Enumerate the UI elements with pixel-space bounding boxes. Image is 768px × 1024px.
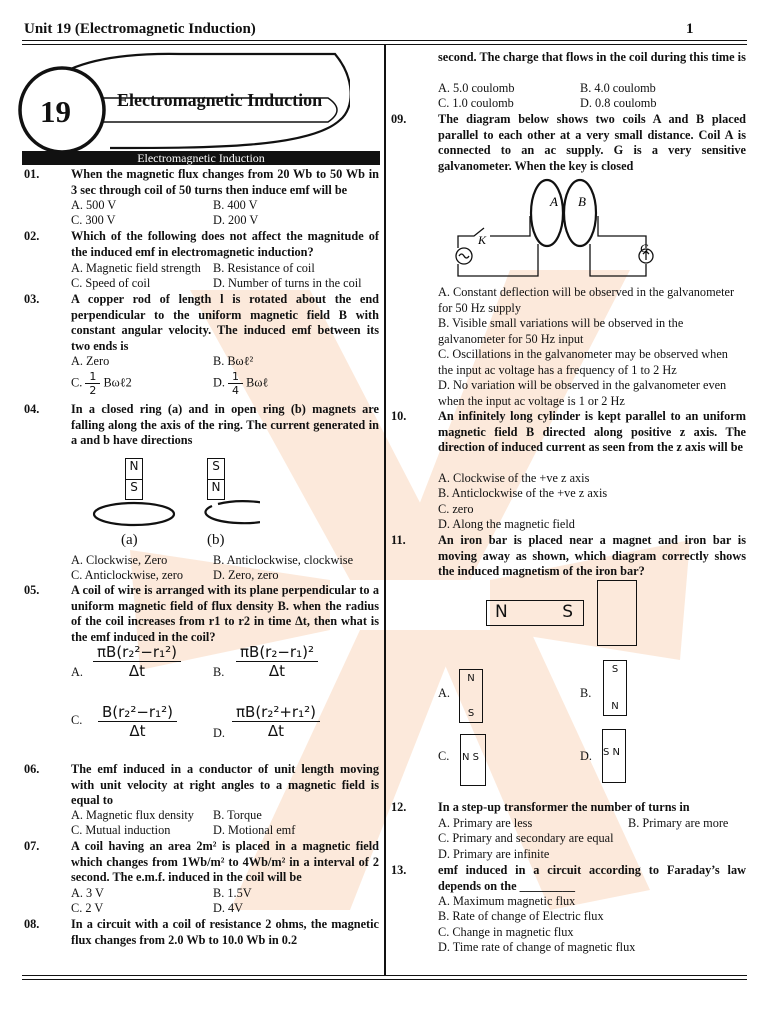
coil-b (564, 180, 596, 246)
q03-d-numerator: 1 (228, 370, 243, 384)
q03-number: 03. (24, 292, 40, 306)
q04-rings-diagram (90, 498, 260, 530)
q11-option-b-bar[interactable] (603, 660, 627, 716)
unit-title: Electromagnetic Induction (117, 90, 323, 110)
q06-option-c: C. Mutual induction (71, 823, 171, 837)
q09-option-b: B. Visible small variations will be observed in the galvanometer for 50 Hz input (438, 316, 684, 346)
q07-number: 07. (24, 839, 40, 853)
q03-d-denominator: 4 (232, 384, 240, 397)
page-header-title: Unit 19 (Electromagnetic Induction) (24, 21, 256, 37)
q05-text: A coil of wire is arranged with its plane perpendicular to a uniform magnetic field of flux density B. when the radius of the coil increases from r1 to r2 in time Δt, then what is the emf induced in the coil? (71, 583, 379, 644)
q09-option-a: A. Constant deflection will be observed in the galvanometer for 50 Hz supply (438, 285, 735, 315)
section-band: Electromagnetic Induction (22, 151, 380, 165)
q07-option-d: D. 4V (213, 901, 244, 915)
q04-option-b: B. Anticlockwise, clockwise (213, 553, 354, 567)
q03-option-c (71, 370, 132, 397)
q12-option-b: B. Primary are more (628, 816, 729, 830)
q05-a-numerator: πB(r₂²−r₁²) (93, 643, 181, 662)
q04-magnet-a-south: S (130, 480, 138, 494)
galvanometer-label: G (640, 241, 649, 255)
q08-option-c: C. 1.0 coulomb (438, 96, 514, 110)
q05-number: 05. (24, 583, 40, 597)
q05-option-b (236, 643, 318, 680)
q08-option-d: D. 0.8 coulomb (580, 96, 657, 110)
q02-option-a: A. Magnetic field strength (71, 261, 201, 275)
q13-option-b: B. Rate of change of Electric flux (438, 909, 604, 923)
q05-a-denominator: Δt (128, 662, 146, 680)
q03-option-d-fraction (228, 370, 243, 397)
q11-text: An iron bar is placed near a magnet and iron bar is moving away as shown, which diagram correctly shows the induced magnetism of the iron bar? (438, 533, 746, 579)
q04-text: In a closed ring (a) and in open ring (b) magnets are falling along the axis of the ring. The current generated in a and b have directions (71, 402, 379, 448)
q09-circuit-diagram (450, 178, 680, 283)
q11-iron-bar (597, 580, 637, 646)
q01-option-d: D. 200 V (213, 213, 259, 227)
q07-option-c: C. 2 V (71, 901, 104, 915)
q12-option-d: D. Primary are infinite (438, 847, 550, 861)
q11-option-d-bar[interactable] (602, 729, 626, 783)
q10-option-c: C. zero (438, 502, 474, 516)
q02-text: Which of the following does not affect the magnitude of the induced emf in electromagnetic induction? (71, 229, 379, 259)
q11-c-poles: N S (462, 752, 480, 763)
q02-number: 02. (24, 229, 40, 243)
q13-number: 13. (391, 863, 407, 877)
q11-a-bottom-pole: S (467, 708, 475, 719)
q03-c-numerator: 1 (85, 370, 100, 384)
q11-b-top-pole: S (611, 664, 619, 675)
q09-text: The diagram below shows two coils A and B placed parallel to each other at a very small distance. Coil A is connected to an ac supply. G is a very sensitive galvanometer. When the key is closed (438, 112, 746, 173)
q04-magnet-a (125, 458, 143, 500)
q05-option-c-label: C. (71, 713, 83, 727)
q03-option-c-fraction (85, 370, 100, 397)
q12-option-a: A. Primary are less (438, 816, 533, 830)
key-label: K (478, 233, 487, 247)
q05-c-denominator: Δt (129, 722, 146, 740)
q05-b-denominator: Δt (268, 662, 286, 680)
q04-option-d: D. Zero, zero (213, 568, 279, 582)
q03-text: A copper rod of length l is rotated about the end perpendicular to the uniform magnetic field B with constant angular velocity. The induced emf between its two ends is (71, 292, 379, 353)
q04-label-a: (a) (121, 532, 138, 548)
q03-option-d-label: D. (213, 375, 225, 390)
q11-option-c-bar[interactable] (460, 734, 486, 786)
q01-number: 01. (24, 167, 40, 181)
q08-text: In a circuit with a coil of resistance 2 ohms, the magnetic flux changes from 2.0 Wb to 10.0 Wb in 0.2 (71, 917, 379, 947)
q04-open-ring (205, 501, 260, 523)
q12-text: In a step-up transformer the number of turns in (438, 800, 690, 814)
q13-text: emf induced in a circuit according to Faraday’s law depends on the _________ (438, 863, 746, 893)
page-number: 1 (686, 21, 694, 37)
q05-option-a-label: A. (71, 665, 83, 679)
q13-option-d: D. Time rate of change of magnetic flux (438, 940, 636, 954)
q06-option-a: A. Magnetic flux density (71, 808, 194, 822)
q03-option-c-label: C. (71, 375, 83, 390)
q05-option-b-label: B. (213, 665, 225, 679)
q05-option-d-label: D. (213, 726, 225, 740)
q12-option-c: C. Primary and secondary are equal (438, 831, 614, 845)
q09-number: 09. (391, 112, 407, 126)
q06-option-d: D. Motional emf (213, 823, 296, 837)
q05-option-a (93, 643, 181, 680)
q10-text: An infinitely long cylinder is kept parallel to an uniform magnetic field B directed along positive z axis. The direction of induced current as seen from the z axis will be (438, 409, 746, 455)
coil-a (531, 180, 563, 246)
q01-option-a: A. 500 V (71, 198, 117, 212)
q12-number: 12. (391, 800, 407, 814)
q11-option-d-label: D. (580, 749, 592, 763)
q03-c-denominator: 2 (89, 384, 97, 397)
q04-number: 04. (24, 402, 40, 416)
q11-option-a-label: A. (438, 686, 450, 700)
q02-option-b: B. Resistance of coil (213, 261, 315, 275)
q11-magnet-south: S (562, 602, 573, 622)
q01-option-c: C. 300 V (71, 213, 116, 227)
q10-option-a: A. Clockwise of the +ve z axis (438, 471, 590, 485)
q05-option-d (232, 703, 320, 740)
footer-rule (22, 975, 747, 980)
coil-a-label: A (550, 194, 558, 209)
q03-option-d-value: Bωℓ (246, 375, 269, 390)
q02-option-d: D. Number of turns in the coil (213, 276, 362, 290)
q13-option-a: A. Maximum magnetic flux (438, 894, 576, 908)
q04-label-b: (b) (207, 532, 225, 548)
q13-option-c: C. Change in magnetic flux (438, 925, 574, 939)
q06-text: The emf induced in a conductor of unit length moving with unit velocity at right angles to a magnetic field is equal to (71, 762, 379, 808)
q10-option-d: D. Along the magnetic field (438, 517, 575, 531)
q08-number: 08. (24, 917, 40, 931)
q11-option-b-label: B. (580, 686, 592, 700)
q03-option-a: A. Zero (71, 354, 110, 368)
q11-a-top-pole: N (467, 673, 475, 684)
q04-closed-ring (94, 503, 174, 525)
q04-magnet-a-north: N (126, 459, 142, 480)
q07-option-a: A. 3 V (71, 886, 104, 900)
q11-option-a-bar[interactable] (459, 669, 483, 723)
q11-d-poles: S N (603, 747, 621, 758)
column-divider (384, 44, 386, 976)
q11-bar-magnet (486, 600, 584, 626)
q11-b-bottom-pole: N (611, 701, 619, 712)
q05-d-numerator: πB(r₂²+r₁²) (232, 703, 320, 722)
q11-number: 11. (391, 533, 406, 547)
q09-option-c: C. Oscillations in the galvanometer may be observed when the input ac voltage has a frequency of 1 to 2 Hz (438, 347, 728, 377)
q04-magnet-b-north: N (211, 480, 221, 494)
q05-d-denominator: Δt (267, 722, 285, 740)
q03-option-d (213, 370, 268, 397)
q05-c-numerator: B(r₂²−r₁²) (98, 703, 177, 722)
q04-option-c: C. Anticlockwise, zero (71, 568, 184, 582)
q06-number: 06. (24, 762, 40, 776)
q09-option-d: D. No variation will be observed in the galvanometer even when the input ac voltage is 1 or 2 Hz (438, 378, 727, 408)
q03-option-b: B. Bωℓ² (213, 354, 254, 368)
q05-option-c (98, 703, 177, 740)
q10-number: 10. (391, 409, 407, 423)
q11-option-c-label: C. (438, 749, 450, 763)
q08-option-a: A. 5.0 coulomb (438, 81, 515, 95)
unit-number: 19 (40, 94, 71, 129)
q04-option-a: A. Clockwise, Zero (71, 553, 168, 567)
q08-option-b: B. 4.0 coulomb (580, 81, 656, 95)
q10-option-b: B. Anticlockwise of the +ve z axis (438, 486, 608, 500)
coil-b-label: B (578, 194, 586, 209)
q01-text: When the magnetic flux changes from 20 Wb to 50 Wb in 3 sec through coil of 50 turns then induce emf will be (71, 167, 379, 197)
q01-option-b: B. 400 V (213, 198, 258, 212)
q02-option-c: C. Speed of coil (71, 276, 151, 290)
q04-magnet-b (207, 458, 225, 500)
q04-magnet-b-south: S (208, 459, 224, 480)
q05-b-numerator: πB(r₂−r₁)² (236, 643, 318, 662)
q07-option-b: B. 1.5V (213, 886, 252, 900)
q07-text: A coil having an area 2m² is placed in a magnetic field which changes from 1Wb/m² to 4Wb/m² in a interval of 2 second. The e.m.f. induced in the coil will be (71, 839, 379, 885)
q06-option-b: B. Torque (213, 808, 262, 822)
q11-magnet-north: N (495, 602, 508, 622)
q08-text-continued: second. The charge that flows in the coil during this time is (438, 50, 746, 64)
q03-option-c-value: Bωℓ2 (103, 375, 132, 390)
